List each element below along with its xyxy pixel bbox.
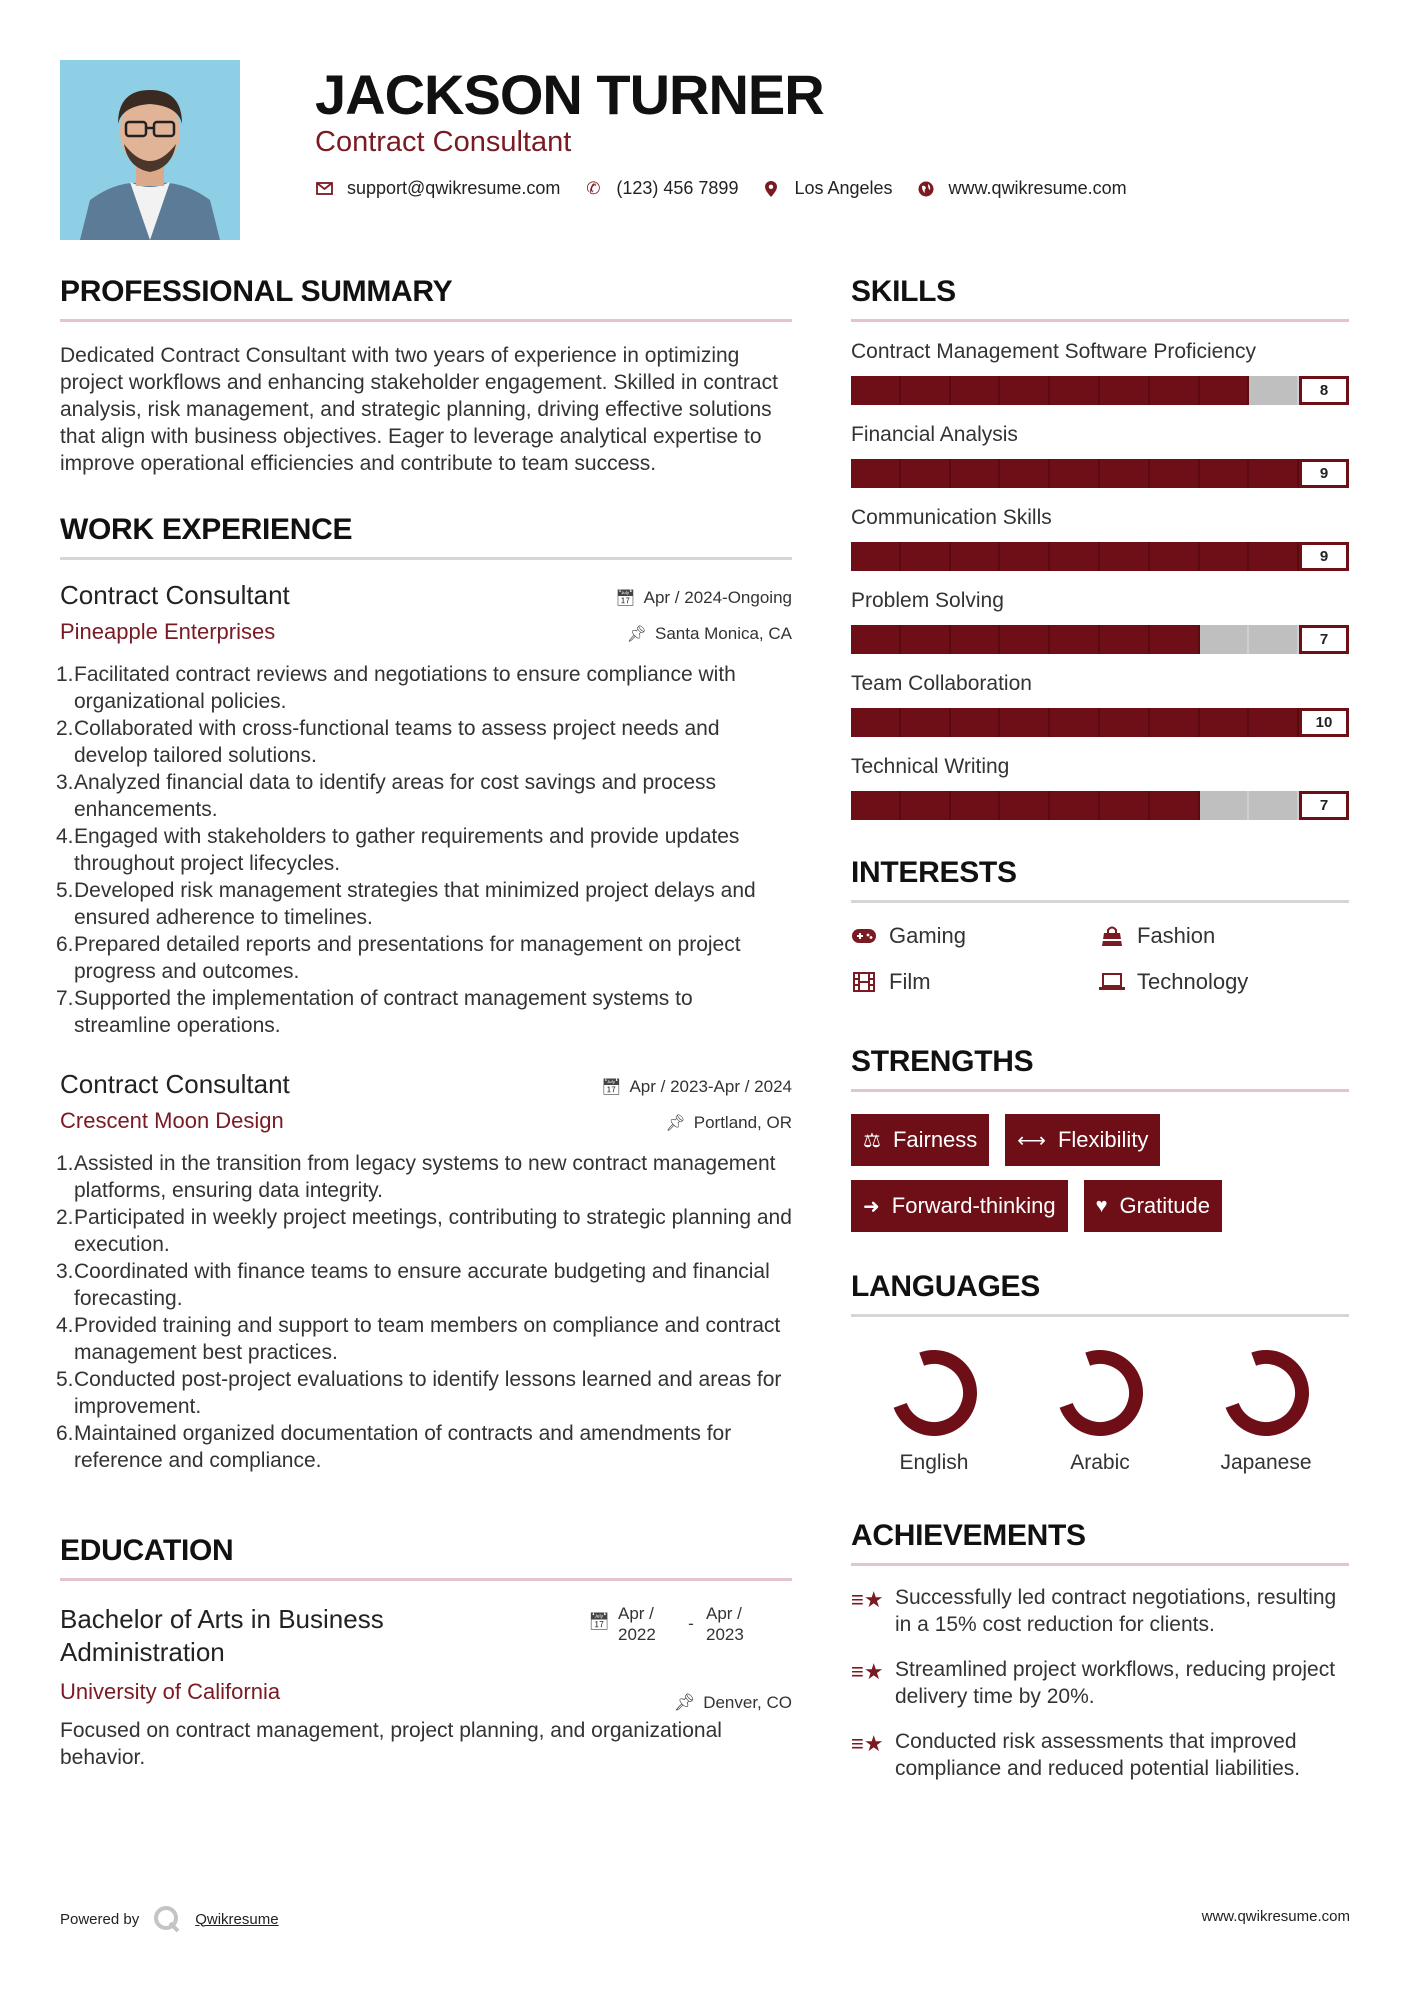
skill-segment-filled [1050,625,1100,654]
skill-segment-filled [1050,376,1100,405]
strengths-list [851,1114,1349,1232]
experience-heading: WORK EXPERIENCE [60,513,353,546]
contact-email-text: support@qwikresume.com [347,178,561,198]
list-item: 4. Provided training and support to team members on compliance and contract management best practices. [56,1314,781,1364]
section-divider [851,319,1349,322]
list-item: 3. Coordinated with finance teams to ensure accurate budgeting and financial forecasting. [56,1260,770,1310]
skill-score: 9 [1299,542,1349,571]
job-bullets [56,1150,792,1474]
skill-segment-filled [851,376,901,405]
skill-segment-filled [1100,376,1150,405]
skill-segment-filled [951,625,1001,654]
education-entry [60,1603,792,1771]
language-item [1017,1343,1183,1475]
skill-name: Team Collaboration [851,672,1032,695]
language-name: Arabic [1070,1451,1130,1474]
skill-segment-filled [851,625,901,654]
language-name: Japanese [1220,1451,1312,1474]
skill-score: 8 [1299,376,1349,405]
languages-section [851,1270,1349,1475]
resume-header [60,60,1350,240]
calendar-icon: 📅︎ [588,1612,610,1631]
skill-segment-filled [1100,708,1150,737]
skill-segment-filled [951,376,1001,405]
job-entry [56,580,792,1039]
pushpin-icon: 📌︎ [665,1115,686,1132]
job-dates [601,1077,792,1097]
skill-segment-filled [1150,625,1200,654]
skill-item [851,423,1349,488]
contact-email[interactable] [315,178,560,199]
skill-item [851,589,1349,654]
skill-rating-bar [851,791,1349,820]
skill-item [851,672,1349,737]
language-item [851,1343,1017,1475]
list-item: 5. Developed risk management strategies that minimized project delays and ensured adherence to timelines. [56,879,756,929]
skill-segment-filled [951,791,1001,820]
skill-score: 7 [1299,791,1349,820]
skill-segment-filled [1100,791,1150,820]
interest-item [851,969,1099,995]
achievement-text: Successfully led contract negotiations, resulting in a 15% cost reduction for clients. [895,1586,1337,1636]
skill-segment-filled [1000,542,1050,571]
skill-segment-filled [851,708,901,737]
shopping-bag-icon [1099,925,1125,947]
skill-name: Technical Writing [851,755,1010,778]
list-item: 2. Participated in weekly project meetings, contributing to strategic planning and execution. [56,1206,792,1256]
job-bullets [56,661,792,1039]
edu-date-separator: - [688,1614,694,1633]
skill-segment-filled [1249,708,1299,737]
job-location [627,624,792,644]
edu-start-year: 2022 [618,1625,656,1644]
interests-section [851,856,1349,995]
list-item: 4. Engaged with stakeholders to gather requirements and provide updates throughout project lifecycles. [56,825,740,875]
education-dates [588,1603,764,1645]
job-location-text: Santa Monica, CA [654,624,792,643]
degree-title: Bachelor of Arts in Business Administration [60,1604,384,1667]
skill-segment-filled [1000,625,1050,654]
edu-end-year: 2023 [706,1625,744,1644]
section-divider [851,1563,1349,1566]
skill-segment-filled [951,459,1001,488]
skills-heading: SKILLS [851,275,956,308]
skill-name: Communication Skills [851,506,1052,529]
skill-segment-filled [1150,791,1200,820]
list-item: 1. Assisted in the transition from legacy systems to new contract management platforms, ensuring data integrity. [56,1152,776,1202]
skill-segment-empty [1249,625,1299,654]
skill-segment-filled [901,542,951,571]
achievement-text: Conducted risk assessments that improved compliance and reduced potential liabilities. [895,1730,1301,1780]
edu-start-month: Apr / [618,1604,654,1623]
list-item: 6. Prepared detailed reports and presentations for management on project progress and outcomes. [56,933,741,983]
skill-segment-filled [901,376,951,405]
skill-segment-filled [1200,708,1250,737]
contact-website-text: www.qwikresume.com [948,178,1127,198]
qwikresume-logo-icon [153,1905,181,1933]
skill-name: Financial Analysis [851,423,1018,446]
edu-end-month: Apr / [706,1604,742,1623]
star-icon: ≡★ [851,1587,884,1612]
skills-section [851,275,1349,820]
gamepad-icon [851,929,877,943]
skill-segment-filled [1000,376,1050,405]
strength-label: Fairness [892,1127,978,1152]
skill-segment-filled [1050,791,1100,820]
achievement-item [851,1728,1349,1782]
job-title: Contract Consultant [60,1069,290,1099]
skill-item [851,506,1349,571]
skill-segment-filled [1200,459,1250,488]
achievement-item [851,1584,1349,1638]
skill-segment-filled [901,625,951,654]
skill-segment-filled [1050,459,1100,488]
job-entry [56,1069,792,1474]
skill-item [851,340,1349,405]
interest-label: Fashion [1137,923,1216,948]
interests-heading: INTERESTS [851,856,1017,889]
contact-phone[interactable] [584,178,738,199]
skill-segment-filled [1100,459,1150,488]
skill-segment-filled [1200,376,1250,405]
strength-label: Flexibility [1057,1127,1149,1152]
job-dates-text: Apr / 2024-Ongoing [643,588,792,607]
skill-segment-filled [1100,625,1150,654]
contact-bar [315,178,1151,199]
skill-segment-empty [1249,376,1299,405]
page-footer [60,1900,1350,1930]
skill-name: Problem Solving [851,589,1004,612]
job-dates-text: Apr / 2023-Apr / 2024 [629,1077,792,1096]
candidate-name: JACKSON TURNER [315,63,824,126]
skill-item [851,755,1349,820]
powered-by-text: Powered by [60,1910,140,1928]
strength-chip [1005,1114,1160,1166]
pushpin-icon: 📌︎ [673,1693,696,1712]
language-gauge [884,1343,984,1443]
footer-website[interactable]: www.qwikresume.com [1201,1908,1350,1925]
skill-segment-filled [851,791,901,820]
achievement-item [851,1656,1349,1710]
skill-segment-filled [1100,542,1150,571]
job-title: Contract Consultant [60,580,290,610]
skill-rating-bar [851,625,1349,654]
language-gauge [1216,1343,1316,1443]
skill-segment-filled [1000,791,1050,820]
strength-chip [851,1180,1068,1232]
skill-score: 10 [1299,708,1349,737]
strengths-section [851,1045,1349,1232]
interest-item [851,923,1099,949]
language-gauge-arc [900,1357,970,1429]
section-divider [851,900,1349,903]
languages-list [851,1343,1349,1475]
list-item: 6. Maintained organized documentation of contracts and amendments for reference and compliance. [56,1422,732,1472]
achievements-heading: ACHIEVEMENTS [851,1519,1086,1552]
achievement-text: Streamlined project workflows, reducing project delivery time by 20%. [895,1658,1336,1708]
interests-grid [851,923,1349,995]
skill-segment-empty [1200,791,1250,820]
skill-segment-filled [1200,542,1250,571]
strengths-heading: STRENGTHS [851,1045,1034,1078]
interest-label: Gaming [889,923,967,948]
powered-by [60,1905,279,1933]
skill-segment-filled [851,542,901,571]
candidate-title: Contract Consultant [315,126,572,158]
skill-segment-filled [1150,542,1200,571]
skill-score: 7 [1299,625,1349,654]
job-company: Pineapple Enterprises [60,619,276,644]
skill-segment-filled [851,459,901,488]
film-icon [851,972,877,992]
list-item: 3. Analyzed financial data to identify areas for cost savings and process enhancements. [56,771,717,821]
skill-segment-filled [951,708,1001,737]
list-item: 5. Conducted post-project evaluations to identify lessons learned and areas for improvement. [56,1368,782,1418]
language-item [1183,1343,1349,1475]
globe-icon [917,181,935,197]
education-location [674,1693,792,1713]
section-divider [60,1578,792,1581]
contact-location-text: Los Angeles [794,178,893,198]
job-dates [615,588,792,608]
skill-segment-filled [1249,542,1299,571]
arrows-horizontal-icon: ⟷ [1017,1129,1046,1152]
skill-segment-filled [1249,459,1299,488]
laptop-icon [1099,973,1125,991]
achievements-section [851,1519,1349,1782]
map-pin-icon [762,181,780,197]
skill-rating-bar [851,459,1349,488]
summary-text: Dedicated Contract Consultant with two years of experience in optimizing project workflows and enhancing stakeholder engagement. Skilled in contract analysis, risk management, and strategic planning, driving effective solutions that align with business objectives. Eager to leverage analytical expertise to improve operational efficiencies and contribute to team success. [60,344,778,475]
section-divider [851,1089,1349,1092]
skill-segment-filled [1150,708,1200,737]
interest-item [1099,923,1349,949]
job-location-text: Portland, OR [693,1113,792,1132]
interest-item [1099,969,1349,995]
skill-segment-filled [1050,708,1100,737]
languages-heading: LANGUAGES [851,1270,1040,1303]
strength-label: Forward-thinking [891,1193,1056,1218]
skill-segment-filled [901,459,951,488]
education-section [60,1534,792,1771]
language-gauge-arc [1232,1357,1302,1429]
calendar-icon: 📅︎ [601,1079,622,1096]
education-description: Focused on contract management, project planning, and organizational behavior. [60,1719,722,1769]
skill-rating-bar [851,376,1349,405]
list-item: 1. Facilitated contract reviews and negotiations to ensure compliance with organizational policies. [56,663,736,713]
strength-chip [1084,1180,1222,1232]
interest-label: Film [889,969,931,994]
skill-segment-filled [1000,459,1050,488]
language-gauge [1050,1343,1150,1443]
calendar-icon: 📅︎ [615,590,636,607]
list-item: 7. Supported the implementation of contract management systems to streamline operations. [56,987,693,1037]
job-location [665,1113,792,1133]
star-icon: ≡★ [851,1659,884,1684]
skill-segment-filled [1000,708,1050,737]
envelope-icon [315,182,333,195]
school-name: University of California [60,1679,281,1704]
skill-name: Contract Management Software Proficiency [851,340,1257,363]
skill-segment-empty [1200,625,1250,654]
heart-icon: ♥ [1095,1194,1108,1217]
contact-phone-text: (123) 456 7899 [616,178,739,198]
skill-rating-bar [851,708,1349,737]
language-gauge-arc [1066,1357,1136,1429]
skill-segment-filled [1050,542,1100,571]
skill-segment-filled [1150,459,1200,488]
skill-segment-filled [901,708,951,737]
education-location-text: Denver, CO [703,1693,792,1712]
profile-photo [60,60,240,240]
strength-chip [851,1114,989,1166]
star-icon: ≡★ [851,1731,884,1756]
skill-rating-bar [851,542,1349,571]
language-name: English [899,1451,969,1474]
balance-scale-icon: ⚖ [863,1129,881,1152]
summary-section [60,275,792,477]
right-column [851,275,1349,1782]
skills-list [851,340,1349,820]
arrow-right-icon: ➜ [863,1195,880,1218]
education-heading: EDUCATION [60,1534,234,1567]
left-column [56,275,792,1771]
experience-section [56,513,792,1474]
section-divider [60,557,792,560]
interest-label: Technology [1137,969,1249,994]
skill-segment-filled [1150,376,1200,405]
phone-icon: ✆ [586,178,601,198]
strength-label: Gratitude [1119,1193,1210,1218]
list-item: 2. Collaborated with cross-functional teams to assess project needs and develop tailored solutions. [56,717,720,767]
section-divider [60,319,792,322]
job-company: Crescent Moon Design [60,1108,284,1133]
section-divider [851,1314,1349,1317]
contact-website[interactable] [917,178,1127,199]
skill-segment-filled [951,542,1001,571]
summary-heading: PROFESSIONAL SUMMARY [60,275,453,308]
pushpin-icon: 📌︎ [626,626,647,643]
qwikresume-link[interactable]: Qwikresume [195,1910,279,1928]
skill-score: 9 [1299,459,1349,488]
skill-segment-empty [1249,791,1299,820]
skill-segment-filled [901,791,951,820]
contact-location [762,178,892,199]
